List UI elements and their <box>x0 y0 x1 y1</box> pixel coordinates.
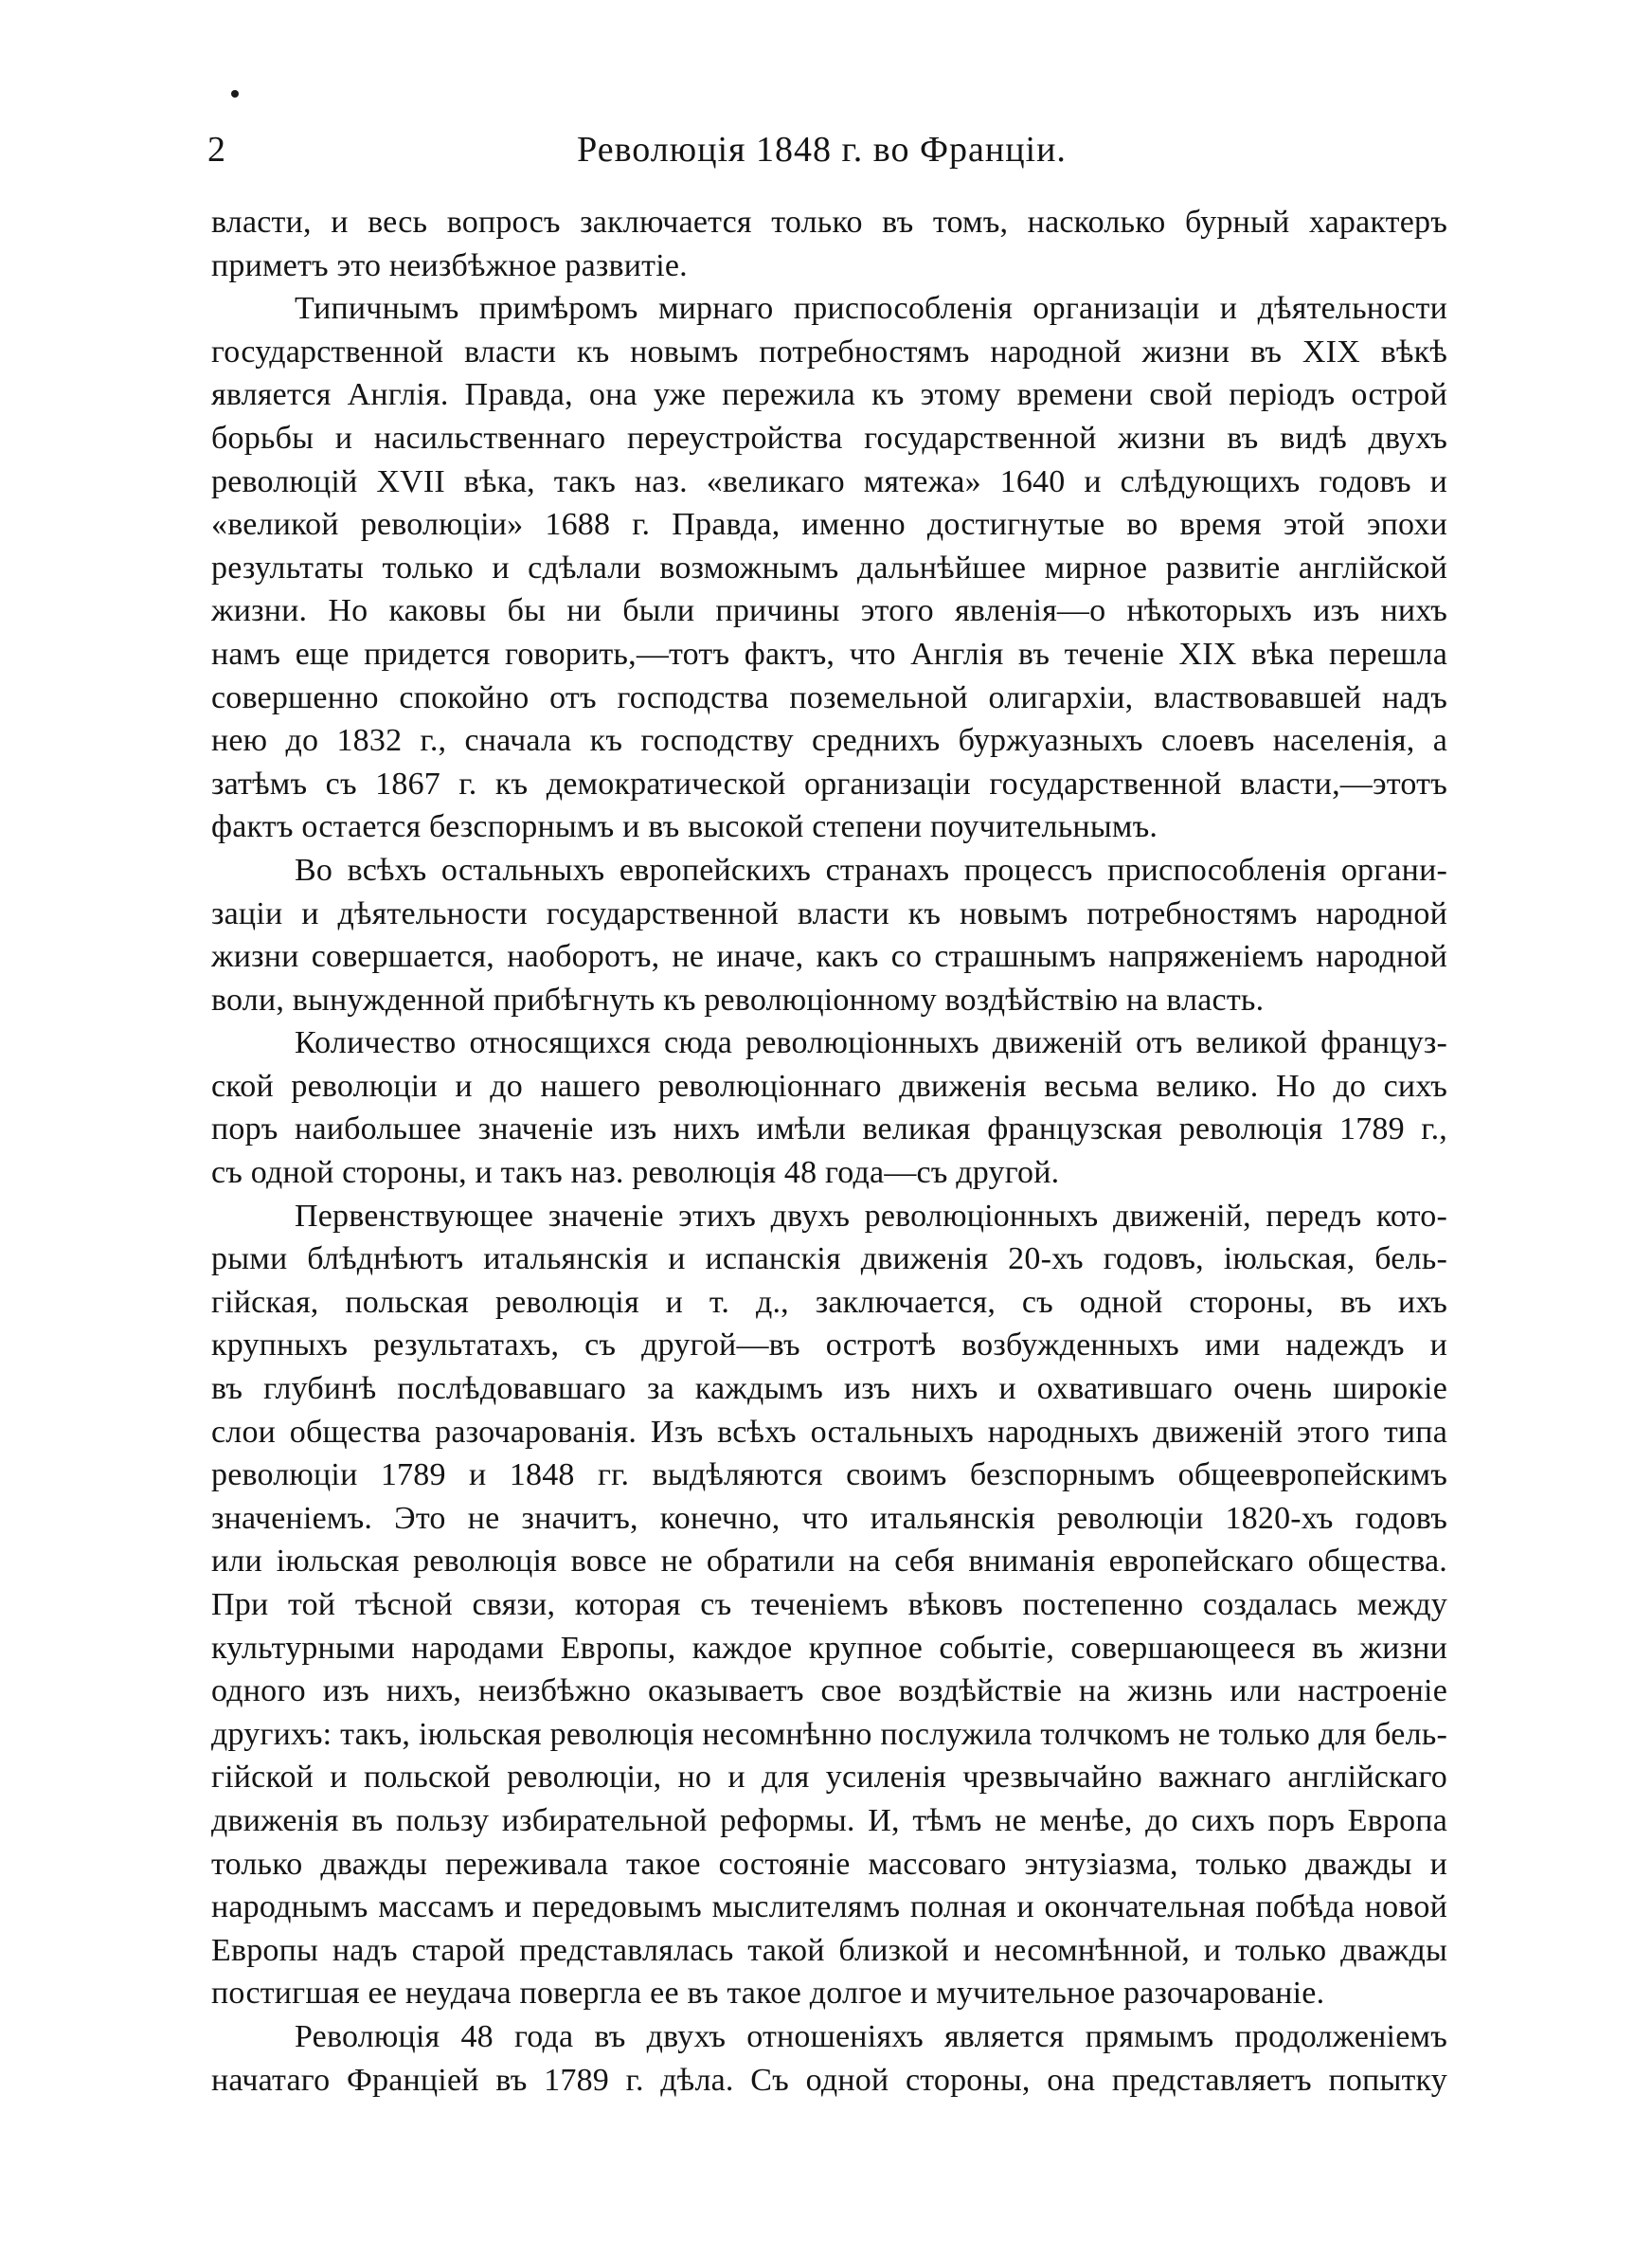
text-line: власти, и весь вопросъ заключается только въ томъ, насколько бурный характеръ <box>211 205 1447 240</box>
text-line: крупныхъ результатахъ, съ другой—въ остротѣ возбужденныхъ ими надеждъ и <box>211 1327 1447 1363</box>
text-line: «великой революціи» 1688 г. Правда, именно достигнутые во время этой эпохи <box>211 507 1447 543</box>
text-line: слои общества разочарованія. Изъ всѣхъ остальныхъ народныхъ движеній этого типа <box>211 1414 1447 1450</box>
text-line: ской революціи и до нашего революціоннаго движенія весьма велико. Но до сихъ <box>211 1068 1447 1104</box>
running-title: Революція 1848 г. во Франціи. <box>577 130 1067 170</box>
text-line: одного изъ нихъ, неизбѣжно оказываетъ свое воздѣйствіе на жизнь или настроеніе <box>211 1673 1447 1709</box>
text-line: гійская, польская революція и т. д., заключается, съ одной стороны, въ ихъ <box>211 1284 1447 1320</box>
text-line: фактъ остается безспорнымъ и въ высокой степени поучительнымъ. <box>211 809 1158 845</box>
text-line: или іюльская революція вовсе не обратили на себя вниманія европейскаго общества. <box>211 1544 1447 1580</box>
text-line: воли, вынужденной прибѣгнуть къ революціонному воздѣйствію на власть. <box>211 982 1265 1018</box>
text-line: Первенствующее значеніе этихъ двухъ революціонныхъ движеній, передъ кото- <box>295 1198 1447 1234</box>
text-line: другихъ: такъ, іюльская революція несомнѣнно послужила толчкомъ не только для бель- <box>211 1716 1447 1752</box>
text-line: Во всѣхъ остальныхъ европейскихъ странахъ процессъ приспособленія органи- <box>295 852 1447 888</box>
text-line: революцій XVII вѣка, такъ наз. «великаго мятежа» 1640 и слѣдующихъ годовъ и <box>211 463 1447 499</box>
text-line: результаты только и сдѣлали возможнымъ дальнѣйшее мирное развитіе англійской <box>211 550 1447 586</box>
text-line: Количество относящихся сюда революціонныхъ движеній отъ великой француз- <box>295 1025 1447 1061</box>
text-line: государственной власти къ новымъ потребностямъ народной жизни въ XIX вѣкѣ <box>211 334 1447 370</box>
text-line: нею до 1832 г., сначала къ господству среднихъ буржуазныхъ слоевъ населенія, а <box>211 723 1447 759</box>
body-text <box>211 201 1447 2102</box>
text-line: жизни совершается, наоборотъ, не иначе, какъ со страшнымъ напряженіемъ народной <box>211 939 1447 975</box>
text-line: начатаго Франціей въ 1789 г. дѣла. Съ одной стороны, она представляетъ попытку <box>211 2062 1447 2098</box>
text-line: Типичнымъ примѣромъ мирнаго приспособленія организаціи и дѣятельности <box>295 291 1447 327</box>
text-line: намъ еще придется говорить,—тотъ фактъ, что Англія въ теченіе XIX вѣка перешла <box>211 636 1447 672</box>
text-line: значеніемъ. Это не значитъ, конечно, что итальянскія революціи 1820-хъ годовъ <box>211 1500 1447 1536</box>
text-line: является Англія. Правда, она уже пережила къ этому времени свой періодъ острой <box>211 377 1447 413</box>
text-line: затѣмъ съ 1867 г. къ демократической организаціи государственной власти,—этотъ <box>211 766 1447 802</box>
text-line: съ одной стороны, и такъ наз. революція 48 года—съ другой. <box>211 1155 1060 1191</box>
text-line: Революція 48 года въ двухъ отношеніяхъ является прямымъ продолженіемъ <box>295 2018 1447 2054</box>
text-line: совершенно спокойно отъ господства поземельной олигархіи, властвовавшей надъ <box>211 679 1447 715</box>
page-header <box>204 121 1440 178</box>
text-line: заціи и дѣятельности государственной власти къ новымъ потребностямъ народной <box>211 895 1447 931</box>
text-line: жизни. Но каковы бы ни были причины этого явленія—о нѣкоторыхъ изъ нихъ <box>211 593 1447 629</box>
text-line: При той тѣсной связи, которая съ теченіемъ вѣковъ постепенно создалась между <box>211 1587 1447 1622</box>
text-line: движенія въ пользу избирательной реформы. И, тѣмъ не менѣе, до сихъ поръ Европа <box>211 1802 1447 1838</box>
text-line: рыми блѣднѣютъ итальянскія и испанскія движенія 20-хъ годовъ, іюльская, бель- <box>211 1241 1447 1277</box>
text-line: Европы надъ старой представлялась такой близкой и несомнѣнной, и только дважды <box>211 1932 1447 1968</box>
text-line: приметъ это неизбѣжное развитіе. <box>211 247 688 283</box>
text-line: борьбы и насильственнаго переустройства государственной жизни въ видѣ двухъ <box>211 420 1447 456</box>
text-line: революціи 1789 и 1848 гг. выдѣляются своимъ безспорнымъ общеевропейскимъ <box>211 1457 1447 1493</box>
text-line: гійской и польской революціи, но и для усиленія чрезвычайно важнаго англійскаго <box>211 1760 1447 1796</box>
text-line: культурными народами Европы, каждое крупное событіе, совершающееся въ жизни <box>211 1630 1447 1666</box>
text-line: только дважды переживала такое состояніе массоваго энтузіазма, только дважды и <box>211 1846 1447 1882</box>
text-line: поръ наибольшее значеніе изъ нихъ имѣли великая французская революція 1789 г., <box>211 1111 1447 1147</box>
text-line: народнымъ массамъ и передовымъ мыслителямъ полная и окончательная побѣда новой <box>211 1889 1447 1925</box>
page-number: 2 <box>207 130 225 170</box>
text-line: постигшая ее неудача повергла ее въ такое долгое и мучительное разочарованіе. <box>211 1976 1325 2012</box>
text-line: въ глубинѣ послѣдовавшаго за каждымъ изъ нихъ и охватившаго очень широкіе <box>211 1371 1447 1407</box>
ink-speck <box>231 90 239 98</box>
